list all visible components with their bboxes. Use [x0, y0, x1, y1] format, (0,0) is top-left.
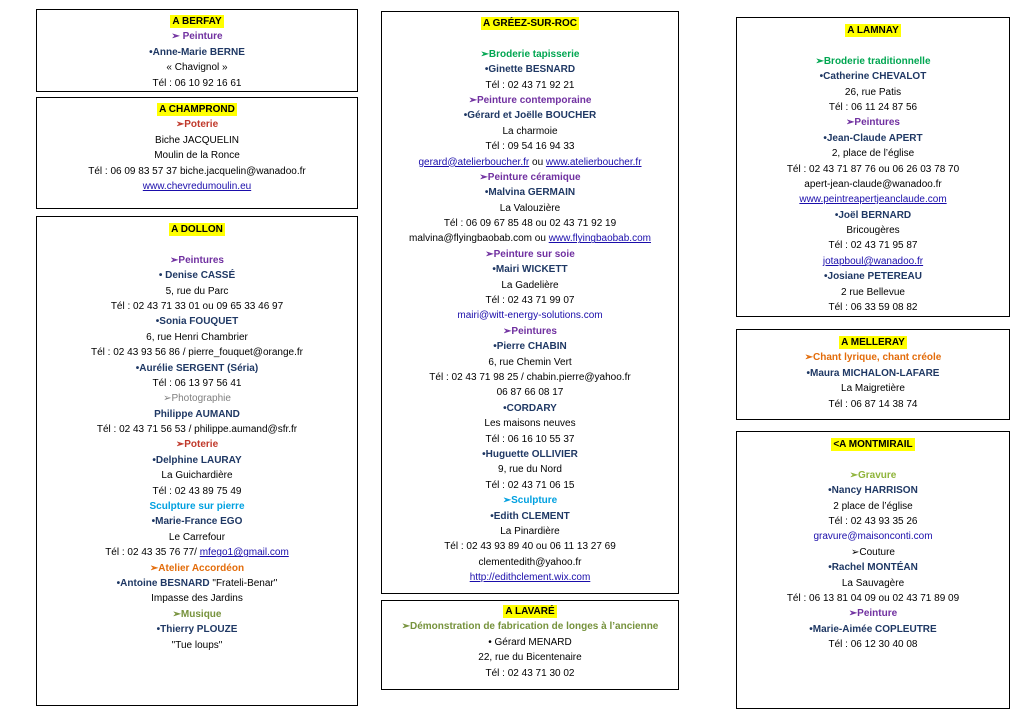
section-lamnay [736, 17, 1010, 317]
artist-name: • Denise CASSÉ [158, 270, 236, 282]
address: La Maigretière [841, 383, 905, 395]
phone: Tél : 02 43 89 75 49 [152, 485, 242, 497]
artist-name: Philippe AUMAND [154, 408, 240, 420]
category-label: Sculpture sur pierre [149, 501, 245, 513]
website-link[interactable]: http://edithclement.wix.com [469, 572, 591, 584]
artist-name: Biche JACQUELIN [155, 134, 239, 146]
address: Les maisons neuves [484, 418, 576, 430]
phone-email: Tél : 02 43 71 56 53 / philippe.aumand@sfr.fr [96, 424, 298, 436]
category-label: ➢Gravure [849, 469, 897, 481]
section-title: A LAVARÉ [505, 606, 555, 617]
category-label: ➢Peinture céramique [479, 171, 581, 183]
artist-name: •Sonia FOUQUET [155, 316, 239, 328]
artist-name: •Catherine CHEVALOT [819, 71, 927, 83]
section-montmirail [736, 431, 1010, 709]
section-melleray [736, 329, 1010, 420]
section-title: A DOLLON [171, 224, 223, 235]
artist-name: •Malvina GERMAIN [484, 187, 576, 199]
phone: Tél : 06 33 59 08 82 [828, 302, 918, 314]
address: 2 rue Bellevue [841, 286, 905, 298]
phone: Tél : 06 13 97 56 41 [152, 377, 242, 389]
address: Bricougères [846, 225, 900, 237]
phone: Tél : 02 43 71 06 15 [485, 479, 575, 491]
category-label: ➢Atelier Accordéon [149, 562, 245, 574]
category-label: ➢Sculpture [502, 495, 558, 507]
email: clementedith@yahoo.fr [478, 556, 582, 568]
phone: Tél : 06 11 24 87 56 [828, 101, 918, 113]
artist-name: •Ginette BESNARD [484, 64, 576, 76]
phone: Tél : 06 10 92 16 61 [152, 77, 242, 89]
category-label: ➢Peinture sur soie [485, 248, 575, 260]
address: 6, rue Chemin Vert [488, 356, 572, 368]
artist-name: •Delphine LAURAY [152, 454, 242, 466]
address: 5, rue du Parc [165, 285, 229, 297]
address: Le Carrefour [168, 531, 226, 543]
address: Moulin de la Ronce [154, 150, 240, 162]
phone: Tél : 06 09 67 85 48 ou 02 43 71 92 19 [443, 218, 617, 230]
category-label: ➢Broderie traditionnelle [815, 55, 931, 67]
phone: Tél : 02 43 93 35 26 [828, 515, 918, 527]
artist-name: •Gérard et Joëlle BOUCHER [463, 110, 597, 122]
website-link[interactable]: www.peintreapertjeanclaude.com [799, 194, 947, 206]
section-title: A CHAMPROND [159, 104, 235, 115]
email-link[interactable]: jotapboul@wanadoo.fr [822, 255, 924, 267]
phone: Tél : 02 43 71 99 07 [485, 295, 575, 307]
phone: Tél : 06 87 14 38 74 [828, 398, 918, 410]
phone-email: Tél : 02 43 93 56 86 / pierre_fouquet@orange.fr [91, 347, 303, 359]
category-label: ➢ Peinture [171, 31, 223, 43]
links-line [382, 155, 678, 170]
section-berfay [36, 9, 358, 92]
address: 2, place de l’église [831, 148, 915, 160]
phone: Tél : 06 12 30 40 08 [828, 639, 918, 651]
category-label: ➢Musique [172, 608, 222, 620]
address: Impasse des Jardins [151, 593, 243, 605]
category-label: ➢Poterie [175, 439, 219, 451]
section-title: A GRÉEZ-SUR-ROC [482, 18, 578, 29]
workshop-name: "Frateli-Benar" [209, 577, 278, 589]
artist-name: •Joël BERNARD [834, 209, 912, 221]
category-label: ➢Peinture [848, 608, 898, 620]
email-link[interactable]: gerard@atelierboucher.fr [418, 156, 530, 168]
artist-name: •Josiane PETEREAU [824, 271, 922, 283]
phone: Tél : 02 43 71 95 87 [828, 240, 918, 252]
section-lavare [381, 600, 679, 690]
artist-name: • Gérard MENARD [488, 636, 572, 648]
address: 26, rue Patis [844, 86, 902, 98]
section-dollon [36, 216, 358, 706]
artist-name: •Jean-Claude APERT [823, 132, 923, 144]
section-title: <A MONTMIRAIL [833, 439, 913, 450]
phone: Tél : 06 16 10 55 37 [485, 433, 575, 445]
artist-name: •Maura MICHALON-LAFARE [806, 367, 940, 379]
website-link[interactable]: www.flyingbaobab.com [548, 233, 651, 245]
address: La charmoie [502, 125, 558, 137]
address: « Chavignol » [166, 62, 228, 74]
section-champrond [36, 97, 358, 209]
phone: Tél : 02 43 35 76 77/ [105, 547, 200, 559]
phone: Tél : 02 43 71 33 01 ou 09 65 33 46 97 [110, 300, 284, 312]
artist-name: •Marie-Aimée COPLEUTRE [809, 623, 937, 635]
address: La Valouzière [499, 202, 561, 214]
address: La Pinardière [500, 525, 560, 537]
address: 22, rue du Bicentenaire [478, 652, 582, 664]
artist-name: •Aurélie SERGENT (Séria) [135, 362, 259, 374]
section-title: A MELLERAY [841, 337, 905, 348]
artist-name: •CORDARY [503, 402, 557, 414]
phone: 06 87 66 08 17 [496, 387, 564, 399]
category-label: ➢Photographie [163, 393, 231, 405]
address: 9, rue du Nord [498, 464, 562, 476]
email-text: malvina@flyingbaobab.com ou [409, 233, 549, 245]
category-label: ➢Démonstration de fabrication de longes à l’ancienne [401, 621, 659, 633]
address: La Gadelière [501, 279, 559, 291]
category-label: ➢Poterie [175, 119, 219, 131]
address: 2 place de l’église [833, 500, 913, 512]
address: "Tue loups" [171, 639, 223, 651]
category-label: ➢Couture [851, 546, 895, 558]
address: 6, rue Henri Chambrier [146, 331, 248, 343]
links-line [382, 231, 678, 246]
section-title: A LAMNAY [847, 25, 899, 36]
email-link[interactable]: gravure@maisonconti.com [813, 531, 933, 543]
phone-email: Tél : 06 09 83 57 37 biche.jacquelin@wanadoo.fr [88, 165, 306, 177]
category-label: ➢Peinture contemporaine [468, 94, 592, 106]
artist-name: •Antoine BESNARD [116, 577, 210, 589]
artist-name: •Nancy HARRISON [828, 485, 918, 497]
phone: Tél : 02 43 71 30 02 [485, 667, 575, 679]
artist-name: •Thierry PLOUZE [156, 624, 238, 636]
phone: Tél : 02 43 93 89 40 ou 06 11 13 27 69 [444, 541, 616, 553]
separator-text: ou [529, 156, 546, 168]
artist-name-line [37, 576, 357, 591]
phone: Tél : 06 13 81 04 09 ou 02 43 71 89 09 [786, 592, 960, 604]
email-link[interactable]: mfego1@gmail.com [199, 547, 289, 559]
artist-name: •Rachel MONTÉAN [828, 562, 918, 574]
category-label: ➢Peintures [846, 117, 900, 129]
artist-name: •Marie-France EGO [151, 516, 243, 528]
section-title: A BERFAY [172, 16, 222, 27]
artist-name: •Huguette OLLIVIER [482, 448, 578, 460]
address: La Guichardière [161, 470, 233, 482]
section-greez-sur-roc [381, 11, 679, 594]
phone: Tél : 02 43 71 92 21 [485, 79, 575, 91]
category-label: ➢Broderie tapisserie [480, 48, 580, 60]
address: La Sauvagère [841, 577, 905, 589]
phone-email [37, 545, 357, 560]
artist-name: •Anne-Marie BERNE [149, 46, 245, 58]
artist-name: •Pierre CHABIN [493, 341, 567, 353]
email-link[interactable]: mairi@witt-energy-solutions.com [457, 310, 603, 322]
category-label: ➢Chant lyrique, chant créole [804, 352, 942, 364]
phone: Tél : 02 43 71 87 76 ou 06 26 03 78 70 [786, 163, 960, 175]
website-link[interactable]: www.chevredumoulin.eu [142, 180, 252, 192]
artist-name: •Mairi WICKETT [492, 264, 568, 276]
email: apert-jean-claude@wanadoo.fr [804, 178, 942, 190]
phone: Tél : 09 54 16 94 33 [485, 141, 575, 153]
phone-email: Tél : 02 43 71 98 25 / chabin.pierre@yahoo.fr [429, 371, 631, 383]
category-label: ➢Peintures [503, 325, 557, 337]
artist-name: •Edith CLEMENT [490, 510, 570, 522]
website-link[interactable]: www.atelierboucher.fr [545, 156, 642, 168]
category-label: ➢Peintures [170, 254, 224, 266]
